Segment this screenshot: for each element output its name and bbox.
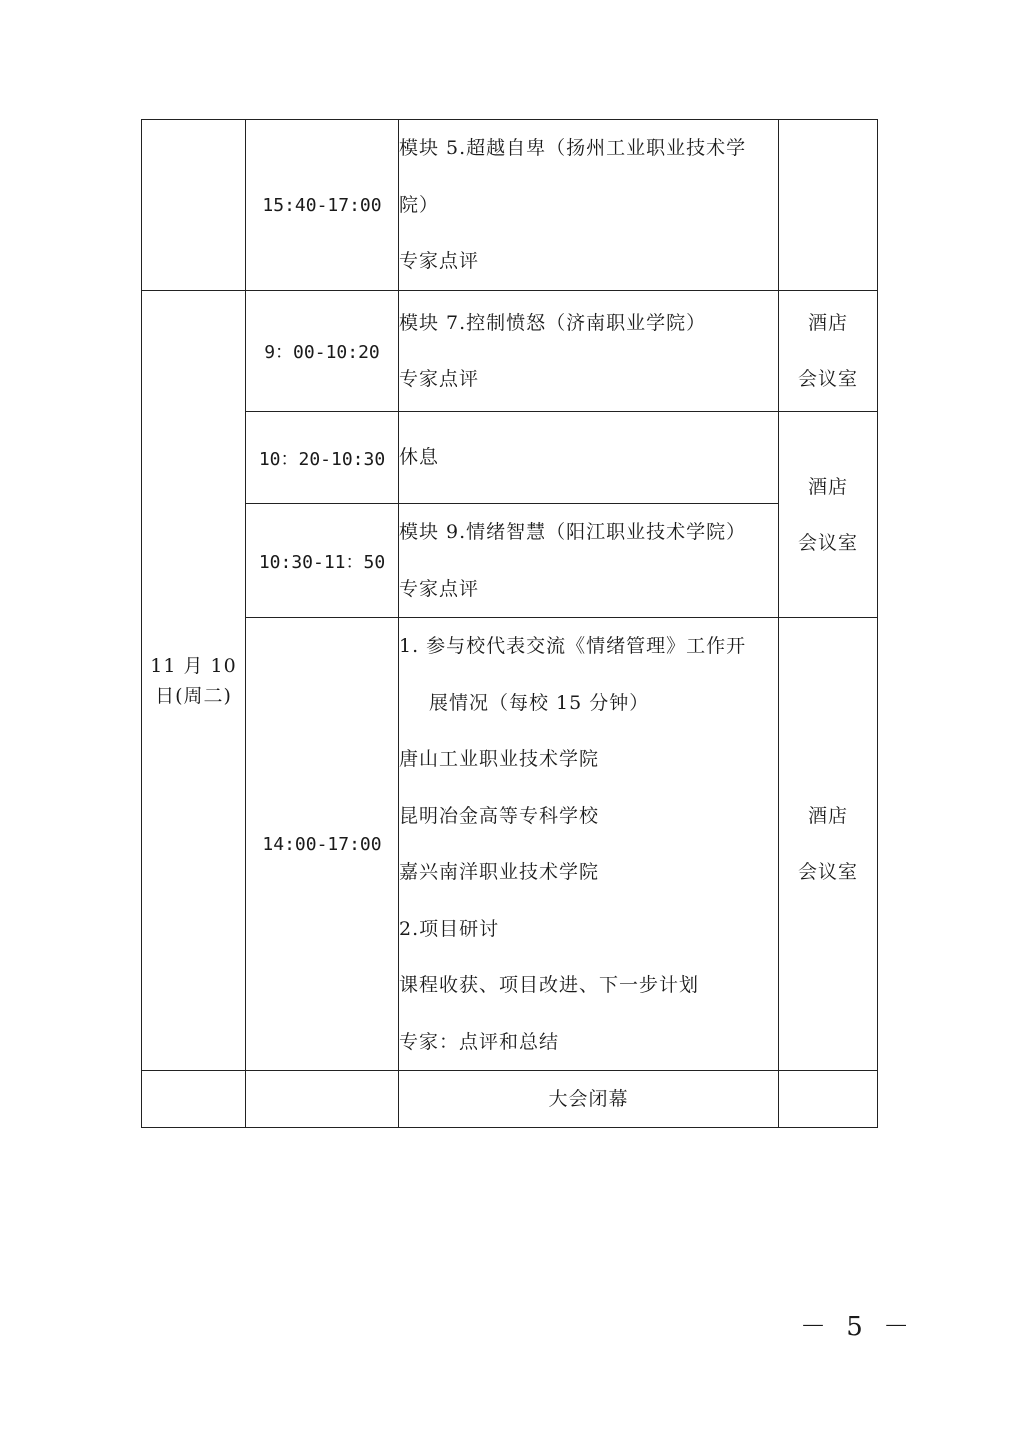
table-row [142, 504, 878, 618]
venue-line: 酒店 [807, 475, 848, 498]
venue-line: 酒店 [807, 805, 848, 827]
date-cell [142, 120, 246, 291]
content-cell [399, 504, 779, 618]
content-cell [399, 618, 779, 1071]
content-line: 1. 参与校代表交流《情绪管理》工作开 [399, 635, 747, 657]
venue-cell [779, 1071, 878, 1128]
closing-cell: 大会闭幕 [399, 1071, 779, 1128]
content-line: 展情况（每校 15 分钟） [429, 691, 650, 714]
table-row [142, 618, 878, 1071]
schedule-table [141, 119, 878, 1128]
venue-line: 会议室 [797, 368, 858, 390]
content-line: 昆明冶金高等专科学校 [399, 804, 600, 827]
table-row [142, 1071, 878, 1128]
venue-line: 会议室 [797, 531, 858, 554]
date-cell [142, 1071, 246, 1128]
date-line: 11 月 10 [150, 654, 237, 677]
venue-cell [779, 120, 878, 291]
content-cell [399, 120, 779, 291]
content-line: 专家点评 [399, 250, 480, 273]
venue-line: 酒店 [807, 312, 848, 334]
table-row [142, 291, 878, 412]
content-line: 模块 7.控制愤怒（济南职业学院） [399, 311, 707, 334]
venue-line: 会议室 [797, 861, 858, 883]
venue-cell [779, 618, 878, 1071]
content-line: 2.项目研讨 [399, 917, 500, 940]
content-line: 模块 9.情绪智慧（阳江职业技术学院） [399, 521, 747, 543]
content-line: 模块 5.超越自卑（扬州工业职业技术学 [399, 137, 747, 160]
time-cell: 10：20-10:30 [246, 412, 399, 504]
content-cell [399, 291, 779, 412]
content-line: 嘉兴南洋职业技术学院 [399, 861, 600, 883]
date-cell [142, 291, 246, 1071]
content-line: 专家点评 [399, 577, 480, 600]
venue-cell [779, 412, 878, 618]
content-line: 院） [399, 193, 440, 216]
content-line: 专家：点评和总结 [399, 1030, 560, 1053]
page-number: － 5 － [800, 1312, 916, 1342]
table-row [142, 120, 878, 291]
time-cell [246, 1071, 399, 1128]
time-cell: 15:40-17:00 [246, 120, 399, 291]
time-cell: 9：00-10:20 [246, 291, 399, 412]
content-cell [399, 412, 779, 504]
table-row [142, 412, 878, 504]
time-cell: 10:30-11：50 [246, 504, 399, 618]
content-line: 休息 [399, 446, 440, 469]
date-line: 日(周二) [155, 684, 232, 707]
content-line: 专家点评 [399, 368, 480, 390]
content-line: 唐山工业职业技术学院 [399, 748, 600, 770]
content-line: 课程收获、项目改进、下一步计划 [399, 974, 700, 996]
venue-cell [779, 291, 878, 412]
time-cell: 14:00-17:00 [246, 618, 399, 1071]
